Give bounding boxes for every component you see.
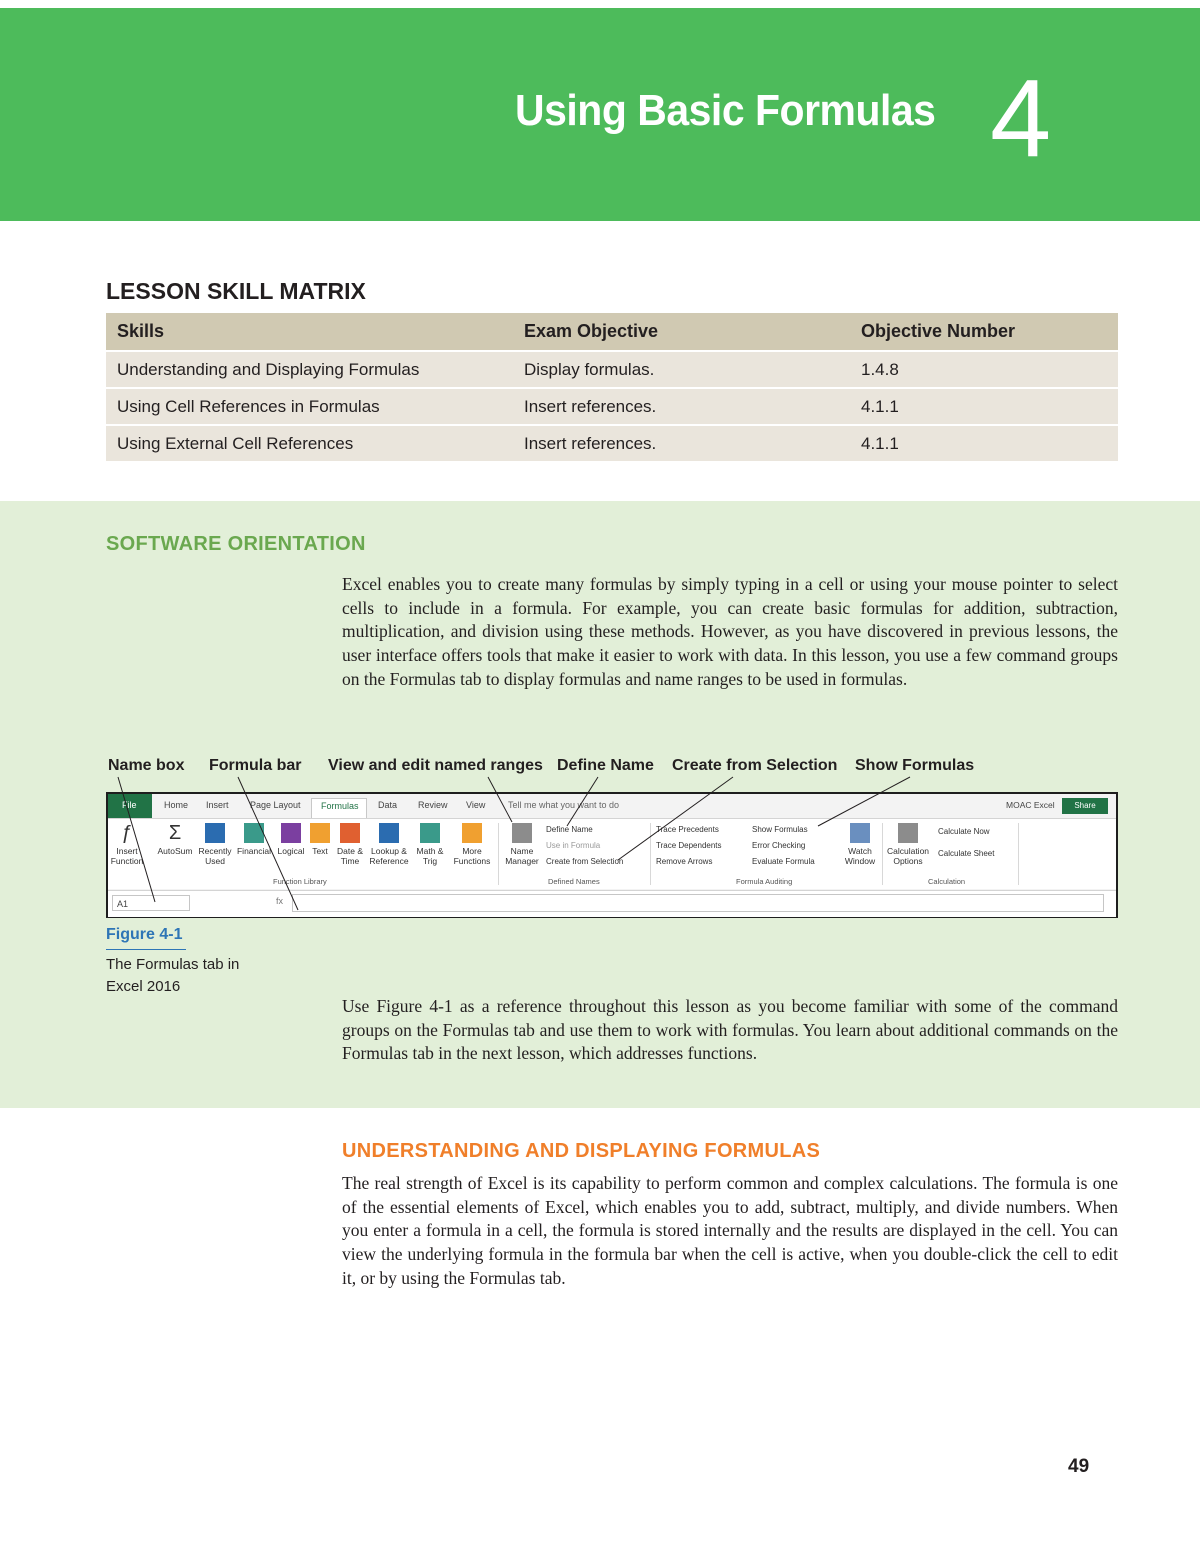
lookup-icon [379,823,399,843]
show-formulas-button[interactable]: Show Formulas [752,825,808,834]
callout-name-box: Name box [108,757,185,774]
math-trig-button[interactable] [412,823,448,866]
group-label-function-library: Function Library [273,877,327,886]
trace-precedents-button[interactable]: Trace Precedents [656,825,719,834]
fx-icon: ƒ [121,822,133,844]
define-name-button[interactable]: Define Name [546,825,593,834]
orientation-paragraph-1: Excel enables you to create many formulas by simply typing in a cell or using your mouse pointer to select cells to include in a formula. For example, you can create basic formulas for addition, subtraction, multiplication, and division using these methods. However, as you have discovered in previous lessons, the user interface offers tools that make it easier to work with data. In this lesson, you use a few command groups on the Formulas tab to display formulas and name ranges to be used in formulas. [342,574,1118,689]
text-label: Text [312,846,328,856]
group-separator [1018,823,1019,885]
formula-bar-row [108,890,1116,917]
cell-number: 4.1.1 [850,425,1118,461]
callout-define-name: Define Name [557,757,654,774]
group-separator [498,823,499,885]
watch-window-icon [850,823,870,843]
cell-number: 4.1.1 [850,388,1118,425]
chapter-title: Using Basic Formulas [515,86,936,135]
tab-file-label: File [122,800,137,810]
formula-bar-input[interactable] [292,894,1104,912]
insert-function-label: Insert Function [110,846,144,866]
math-trig-label: Math & Trig [416,846,444,866]
math-icon [420,823,440,843]
autosum-button[interactable] [152,823,198,856]
tab-review[interactable]: Review [418,800,448,810]
header-skills: Skills [106,313,513,351]
name-tag-icon [512,823,532,843]
watch-window-label: Watch Window [844,846,876,866]
group-label-formula-auditing: Formula Auditing [736,877,793,886]
table-row [106,425,1118,461]
cell-skill: Using External Cell References [106,425,513,461]
calculator-icon [898,823,918,843]
date-time-button[interactable] [334,823,366,866]
header-exam-objective: Exam Objective [513,313,850,351]
table-row [106,351,1118,388]
page-number: 49 [1068,1456,1090,1477]
error-checking-button[interactable]: Error Checking [752,841,806,850]
tab-formulas[interactable] [311,798,367,818]
question-icon [281,823,301,843]
tab-page-layout[interactable]: Page Layout [250,800,301,810]
tab-formulas-label: Formulas [321,801,359,811]
skill-matrix-heading: LESSON SKILL MATRIX [106,278,366,304]
autosum-label: AutoSum [157,846,193,856]
group-label-defined-names: Defined Names [548,877,600,886]
cell-skill: Understanding and Displaying Formulas [106,351,513,388]
remove-arrows-button[interactable]: Remove Arrows [656,857,713,866]
ribbon-tab-row [108,794,1116,818]
text-icon [310,823,330,843]
tab-data[interactable]: Data [378,800,398,810]
insert-function-button[interactable] [110,823,144,866]
recently-used-label: Recently Used [198,846,232,866]
logical-label: Logical [277,846,305,856]
text-button[interactable] [308,823,332,856]
name-manager-button[interactable] [502,823,542,866]
trace-dependents-button[interactable]: Trace Dependents [656,841,722,850]
logical-button[interactable] [274,823,308,856]
calculation-options-label: Calculation Options [886,846,930,866]
create-from-selection-button[interactable]: Create from Selection [546,857,624,866]
sigma-icon: Σ [168,822,182,844]
calculate-sheet-button[interactable]: Calculate Sheet [938,849,995,858]
figure-caption: The Formulas tab in Excel 2016 [106,956,240,995]
cell-objective: Insert references. [513,425,850,461]
more-functions-label: More Functions [453,846,491,866]
skill-matrix-table [106,313,1118,461]
callout-view-edit-named-ranges: View and edit named ranges [328,757,543,774]
table-row [106,388,1118,425]
use-in-formula-button[interactable]: Use in Formula [546,841,601,850]
financial-label: Financial [236,846,272,856]
group-label-calculation: Calculation [928,877,966,886]
chapter-number: 4 [990,57,1052,180]
cell-objective: Display formulas. [513,351,850,388]
more-functions-button[interactable] [450,823,494,866]
cell-skill: Using Cell References in Formulas [106,388,513,425]
orientation-paragraph-2: Use Figure 4-1 as a reference throughout this lesson as you become familiar with some of the command groups on the Formulas tab and use them to work with formulas. You learn about additional commands on the Formulas tab in the next lesson, which addresses functions. [342,996,1118,1064]
lookup-reference-label: Lookup & Reference [369,846,409,866]
tab-home[interactable]: Home [164,800,189,810]
calculate-now-button[interactable]: Calculate Now [938,827,990,836]
financial-button[interactable] [234,823,274,856]
callout-show-formulas: Show Formulas [855,757,975,774]
calendar-icon [340,823,360,843]
ribbon-command-area [108,818,1116,889]
cell-number: 1.4.8 [850,351,1118,388]
watch-window-button[interactable] [842,823,878,866]
software-orientation-heading: SOFTWARE ORIENTATION [106,533,366,555]
tell-me-box[interactable]: Tell me what you want to do [508,800,620,810]
name-manager-label: Name Manager [505,846,539,866]
section-heading: UNDERSTANDING AND DISPLAYING FORMULAS [342,1140,821,1162]
callout-create-from-selection: Create from Selection [672,757,838,774]
excel-ribbon-figure [106,792,1118,918]
share-button[interactable]: Share [1062,798,1108,814]
figure-label: Figure 4-1 [106,926,183,943]
lookup-reference-button[interactable] [368,823,410,866]
group-separator [650,823,651,885]
tab-view[interactable]: View [466,800,486,810]
date-time-label: Date & Time [337,846,363,866]
callout-formula-bar: Formula bar [209,757,302,774]
fx-label[interactable]: fx [276,896,284,906]
tab-insert[interactable]: Insert [206,800,229,810]
calculation-options-button[interactable] [886,823,930,866]
tab-file[interactable] [108,794,152,818]
name-box[interactable]: A1 [112,895,190,911]
account-name: MOAC Excel [1006,800,1055,810]
financial-icon [244,823,264,843]
recently-used-button[interactable] [198,823,232,866]
figure-label-rule [106,949,186,950]
evaluate-formula-button[interactable]: Evaluate Formula [752,857,815,866]
more-functions-icon [462,823,482,843]
section-paragraph: The real strength of Excel is its capability to perform common and complex calculations. The formula is one of the essential elements of Excel, which enables you to add, subtract, multiply, and divide numbers. When you enter a formula in a cell, the formula is stored internally and the results are displayed in the cell. You can view the underlying formula in the formula bar when the cell is active, when you double-click the cell to edit it, or by using the Formulas tab. [342,1173,1118,1288]
cell-objective: Insert references. [513,388,850,425]
star-icon [205,823,225,843]
table-header-row [106,313,1118,351]
group-separator [882,823,883,885]
header-objective-number: Objective Number [850,313,1118,351]
